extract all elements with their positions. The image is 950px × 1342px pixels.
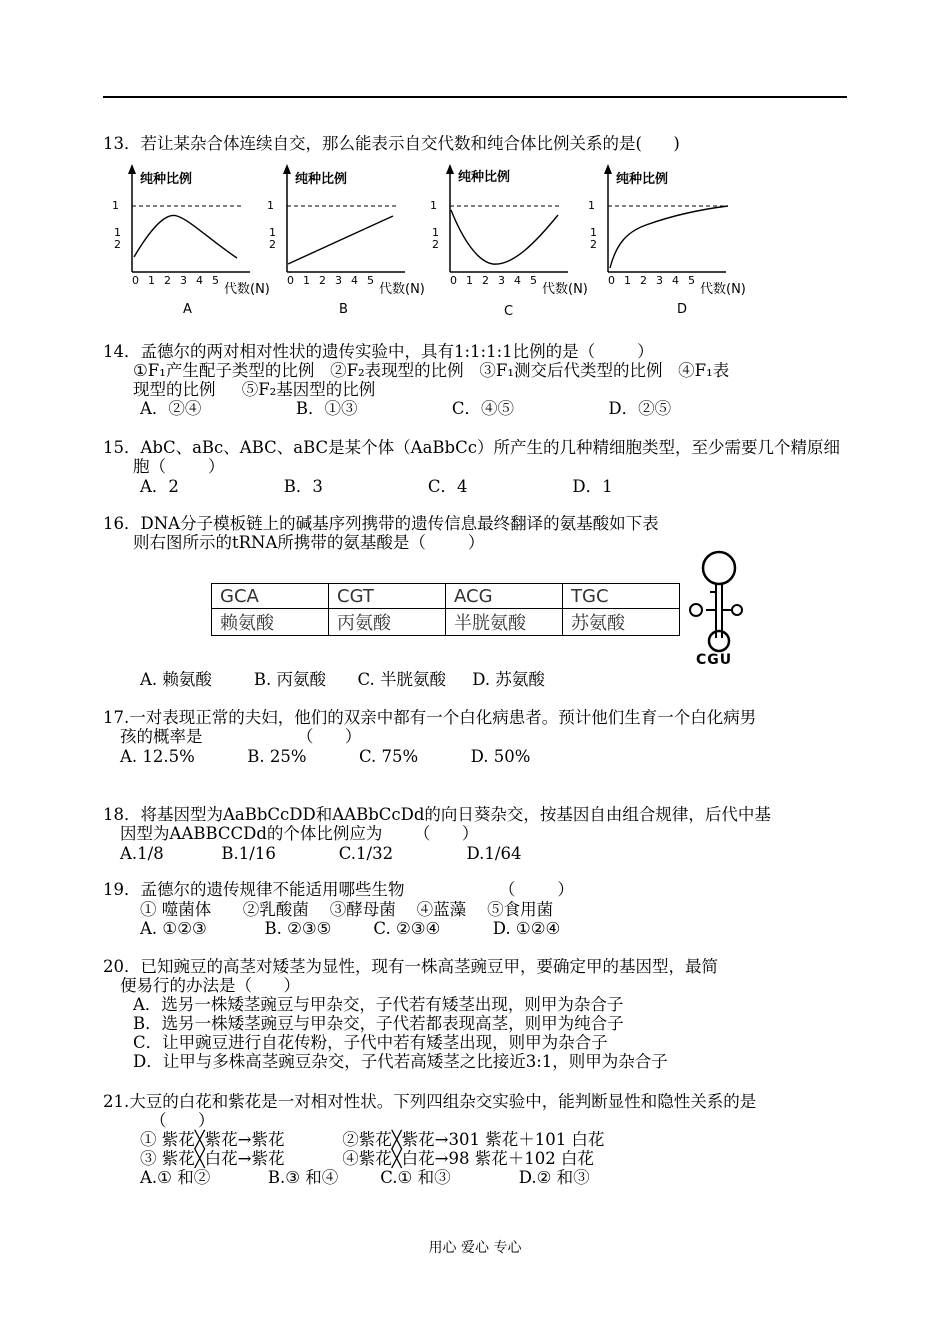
chart-b-xtick-4: 4 bbox=[351, 274, 358, 287]
chart-a-svg bbox=[110, 160, 280, 330]
q16-stem: 16．DNA分子模板链上的碱基序列携带的遗传信息最终翻译的氨基酸如下表 bbox=[103, 514, 659, 533]
chart-a-curve bbox=[134, 215, 237, 258]
chart-b-xtitle: 代数(N) bbox=[379, 282, 425, 297]
trna-anticodon: CGU bbox=[696, 652, 733, 668]
chart-c bbox=[428, 160, 598, 330]
chart-a-ytick-half-num: 1 bbox=[114, 226, 121, 239]
chart-a-ytick-1: 1 bbox=[112, 199, 119, 212]
chart-b-label: B bbox=[339, 302, 348, 317]
q15-stem: 15．AbC、aBc、ABC、aBC是某个体（AaBbCc）所产生的几种精细胞类型，至少需要几个精原细 bbox=[103, 438, 840, 457]
chart-a-xtick-1: 1 bbox=[148, 274, 155, 287]
chart-c-ytick-half-den: 2 bbox=[432, 238, 439, 251]
chart-c-y-arrow bbox=[446, 164, 454, 174]
chart-a-label: A bbox=[183, 302, 192, 317]
trna-diagram bbox=[686, 548, 756, 677]
q14-choices: A．②④ B．①③ C．④⑤ D．②⑤ bbox=[140, 399, 672, 418]
chart-b-xtick-3: 3 bbox=[335, 274, 342, 287]
chart-b-curve bbox=[288, 216, 393, 264]
q16-amino: 赖氨酸 bbox=[212, 609, 329, 636]
q18-stem-cont: 因型为AABBCCDd的个体比例应为 （ ） bbox=[120, 824, 479, 843]
q13-stem: 13．若让某杂合体连续自交，那么能表示自交代数和纯合体比例关系的是( ) bbox=[103, 134, 680, 153]
chart-c-xtick-0: 0 bbox=[450, 274, 457, 287]
trna-anticodon-loop bbox=[709, 631, 729, 651]
chart-d-xtick-5: 5 bbox=[688, 274, 695, 287]
chart-d-curve bbox=[610, 206, 728, 268]
q17-stem: 17.一对表现正常的夫妇，他们的双亲中都有一个白化病患者。预计他们生育一个白化病男 bbox=[103, 708, 757, 727]
chart-b-xtick-2: 2 bbox=[319, 274, 326, 287]
chart-c-label: C bbox=[504, 304, 514, 319]
q16-codon: TGC bbox=[563, 584, 680, 609]
q14-stem: 14．孟德尔的两对相对性状的遗传实验中，具有1:1:1:1比例的是（ ） bbox=[103, 342, 654, 361]
chart-c-xtick-4: 4 bbox=[514, 274, 521, 287]
q19-stem: 19．孟德尔的遗传规律不能适用哪些生物 （ ） bbox=[103, 880, 574, 899]
chart-a-xtick-2: 2 bbox=[164, 274, 171, 287]
chart-a-y-arrow bbox=[128, 164, 136, 174]
page-footer: 用心 爱心 专心 bbox=[428, 1240, 522, 1256]
header-rule bbox=[103, 96, 847, 98]
chart-c-ytick-half-num: 1 bbox=[432, 226, 439, 239]
q20-option-b: B．选另一株矮茎豌豆与甲杂交，子代若都表现高茎，则甲为纯合子 bbox=[133, 1014, 624, 1033]
q16-amino: 苏氨酸 bbox=[563, 609, 680, 636]
chart-a-ytitle: 纯种比例 bbox=[140, 172, 193, 187]
chart-a-xtick-5: 5 bbox=[212, 274, 219, 287]
q21-stem-cont: （ ） bbox=[150, 1111, 215, 1130]
chart-b-xtick-1: 1 bbox=[303, 274, 310, 287]
chart-d-xtick-1: 1 bbox=[624, 274, 631, 287]
chart-b-y-arrow bbox=[283, 164, 291, 174]
chart-d-svg bbox=[586, 160, 756, 330]
chart-d-xtick-0: 0 bbox=[608, 274, 615, 287]
chart-d-label: D bbox=[677, 302, 688, 317]
chart-d-y-arrow bbox=[604, 164, 612, 174]
chart-b-xtick-5: 5 bbox=[367, 274, 374, 287]
q21-stem: 21.大豆的白花和紫花是一对相对性状。下列四组杂交实验中，能判断显性和隐性关系的是 bbox=[103, 1092, 757, 1111]
chart-c-xtick-2: 2 bbox=[482, 274, 489, 287]
q15-stem-cont: 胞（ ） bbox=[133, 457, 225, 476]
q16-table-codon-row bbox=[212, 584, 680, 609]
chart-b-svg bbox=[265, 160, 435, 330]
chart-d-xtitle: 代数(N) bbox=[700, 282, 746, 297]
q14-options-line2: 现型的比例 ⑤F₂基因型的比例 bbox=[133, 380, 376, 399]
q21-choices: A.① 和② B.③ 和④ C.① 和③ D.② 和③ bbox=[140, 1168, 590, 1187]
chart-b-ytick-1: 1 bbox=[267, 199, 274, 212]
q19-options: ① 噬菌体 ②乳酸菌 ③酵母菌 ④蓝藻 ⑤食用菌 bbox=[140, 900, 554, 919]
q16-codon: CGT bbox=[329, 584, 446, 609]
q16-table-amino-row bbox=[212, 609, 680, 636]
q17-choices: A. 12.5% B. 25% C. 75% D. 50% bbox=[120, 747, 531, 766]
q18-stem: 18．将基因型为AaBbCcDD和AABbCcDd的向日葵杂交，按基因自由组合规律，后代中基 bbox=[103, 805, 771, 824]
chart-a bbox=[110, 160, 280, 330]
q20-stem: 20．已知豌豆的高茎对矮茎为显性，现有一株高茎豌豆甲，要确定甲的基因型，最简 bbox=[103, 957, 718, 976]
q17-stem-cont: 孩的概率是 （ ） bbox=[120, 727, 362, 746]
chart-b-xtick-0: 0 bbox=[287, 274, 294, 287]
q13-charts bbox=[110, 160, 850, 330]
chart-c-ytitle: 纯种比例 bbox=[458, 170, 511, 185]
chart-d-xtick-3: 3 bbox=[656, 274, 663, 287]
chart-d-xtick-2: 2 bbox=[640, 274, 647, 287]
q21-row1: ① 紫花╳紫花→紫花 ②紫花╳紫花→301 紫花＋101 白花 bbox=[140, 1130, 605, 1149]
q16-codon: ACG bbox=[446, 584, 563, 609]
chart-d-xtick-4: 4 bbox=[672, 274, 679, 287]
q18-choices: A.1/8 B.1/16 C.1/32 D.1/64 bbox=[120, 844, 522, 863]
q20-option-d: D．让甲与多株高茎豌豆杂交，子代若高矮茎之比接近3:1，则甲为杂合子 bbox=[133, 1052, 668, 1071]
q14-options-line1: ①F₁产生配子类型的比例 ②F₂表现型的比例 ③F₁测交后代类型的比例 ④F₁表 bbox=[133, 361, 730, 380]
q16-stem-cont: 则右图所示的tRNA所携带的氨基酸是（ ） bbox=[133, 533, 485, 552]
q16-choices: A. 赖氨酸 B. 丙氨酸 C. 半胱氨酸 D. 苏氨酸 bbox=[140, 670, 545, 689]
q20-option-c: C．让甲豌豆进行自花传粉，子代中若有矮茎出现，则甲为杂合子 bbox=[133, 1033, 608, 1052]
chart-a-xtick-0: 0 bbox=[132, 274, 139, 287]
trna-left-loop bbox=[690, 604, 702, 616]
chart-b-ytitle: 纯种比例 bbox=[295, 172, 348, 187]
q16-table bbox=[211, 583, 680, 636]
chart-c-ytick-1: 1 bbox=[430, 199, 437, 212]
q16-codon: GCA bbox=[212, 584, 329, 609]
chart-c-xtitle: 代数(N) bbox=[542, 282, 588, 297]
trna-top-loop bbox=[703, 552, 735, 584]
q21-row2: ③ 紫花╳白花→紫花 ④紫花╳白花→98 紫花＋102 白花 bbox=[140, 1149, 594, 1168]
chart-c-xtick-1: 1 bbox=[466, 274, 473, 287]
chart-b bbox=[265, 160, 435, 330]
chart-a-xtick-4: 4 bbox=[196, 274, 203, 287]
q20-stem-cont: 便易行的办法是（ ） bbox=[120, 976, 300, 995]
q20-option-a: A．选另一株矮茎豌豆与甲杂交，子代若有矮茎出现，则甲为杂合子 bbox=[133, 995, 624, 1014]
trna-right-loop bbox=[732, 605, 742, 615]
q16-amino: 半胱氨酸 bbox=[446, 609, 563, 636]
chart-a-xtitle: 代数(N) bbox=[224, 282, 270, 297]
chart-a-xtick-3: 3 bbox=[180, 274, 187, 287]
chart-d-ytick-half-den: 2 bbox=[590, 238, 597, 251]
q16-amino: 丙氨酸 bbox=[329, 609, 446, 636]
chart-c-xtick-3: 3 bbox=[498, 274, 505, 287]
chart-d-ytitle: 纯种比例 bbox=[616, 172, 669, 187]
chart-a-ytick-half-den: 2 bbox=[114, 238, 121, 251]
q15-choices: A．2 B．3 C．4 D．1 bbox=[140, 477, 613, 496]
chart-d-ytick-half-num: 1 bbox=[590, 226, 597, 239]
chart-d-ytick-1: 1 bbox=[588, 199, 595, 212]
chart-c-xtick-5: 5 bbox=[530, 274, 537, 287]
chart-c-curve bbox=[451, 210, 558, 264]
chart-b-ytick-half-num: 1 bbox=[269, 226, 276, 239]
chart-b-ytick-half-den: 2 bbox=[269, 238, 276, 251]
chart-d bbox=[586, 160, 756, 330]
q19-choices: A. ①②③ B. ②③⑤ C. ②③④ D. ①②④ bbox=[140, 919, 561, 938]
